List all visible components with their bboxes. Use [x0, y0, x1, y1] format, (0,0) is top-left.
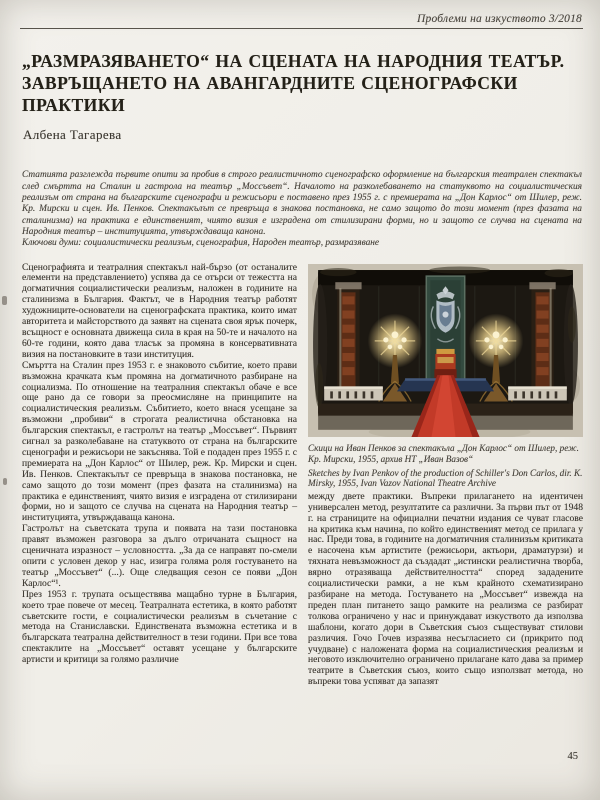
keywords-line: Ключови думи: социалистически реализъм, сценография, Народен театър, размразяване: [22, 238, 380, 249]
body-paragraph: Смъртта на Сталин през 1953 г. е знаковото събитие, което прави възможна крачката към промяна на догматичното разбиране на социализма. По отношение на театралния спектакъл обаче е все още рано да се говори за преосмисляне на принципите на социалистическия реализъм. Събитието, което внася усещане за възможни „пробиви“ в строгата реалистична обстановка на българския спектакъл, е гастролът на театър „Моссъвет“. Първият сигнал за разколебаване на статуквото от страна на българските сценографи и режисьори не закъснява. Той е подаден през 1955 г. с премиерата на „Дон Карлос“ от Шилер, реж. Кр. Мирски и сцен. Ив. Пенков. Спектакълът се превръща в знакова постановка, не само защото до този момент (през фазата на сталинизма) на практика е единственият, чиято визия е изградена от стилизирани форми, но и защото се случва на сцената на Народния театър – институцията, утвърждаваща канона.: [22, 359, 297, 524]
balustrade-right: [508, 386, 567, 400]
caption-bulgarian: Скици на Иван Пенков за спектакъла „Дон Карлос“ от Шилер, реж. Кр. Мирски, 1955, архив НТ „Иван Вазов“: [308, 443, 579, 465]
body-paragraph: Сценографията и театралния спектакъл най-бързо (от останалите елементи на представлението) успява да се отърси от тежестта на догматичния социалистически реализъм, наложен в годините на сталинизма в България. Фактът, че в Народния театър работят художниците-основатели на сценографската практика, които имат авторитета и майсторството да заявят на сцената своя ярък почерк, всъщност е основната движеща сила в края на 50-те и началото на 60-те години, която дава тласък за промяна в консервативната визия на постановките в тази институция.: [22, 261, 297, 360]
pillar-right: [529, 282, 555, 391]
page-number: 45: [567, 751, 578, 762]
throne: [434, 348, 456, 378]
left-column: [22, 263, 297, 667]
article-title: „РАЗМРАЗЯВАНЕТО“ НА СЦЕНАТА НА НАРОДНИЯ ТЕАТЪР. ЗАВРЪЩАНЕТО НА АВАНГАРДНИТЕ СЦЕНОГРАФСКИ ПРАКТИКИ: [22, 51, 565, 116]
pillar-left: [335, 282, 361, 391]
body-paragraph: между двете практики. Въпреки прилагането на идентичен универсален метод, резултатите са различни. За първи път от 1948 г. на страниците на официални печатни издания се чуват гласове на критика към начина, по който единственият метод се прилага у нас. Преди това, в годините на догматичния сталинизъм критиката е насочена към артистите (режисьори, актьори, драматурзи) и тяхната невъзможност да създадат „истински реалистична творба, вярно отразяваща действителността“ според зададените социалистически рамки, а не към крайното схематизирано разбиране на метода. Гостуването на „Моссъвет“ извежда на преден план питането защо рамките на реализма се разбират толкова ограничено у нас и принуждават изкуството да използва шаблони, когато дори в Съветския съюз съществуват стилови различия. Гочо Гочев изразява несъгласието си (прикрито под учудване) с наложената форма на социалистическия реализъм и неговото изключително ограничено прилагане като дава за пример театрите в Съветския съюз, които също използват метода, но въпреки това успяват да запазят: [308, 490, 583, 688]
two-column-body: [22, 263, 583, 689]
right-column: [308, 263, 583, 689]
journal-header: Проблеми на изкуството 3/2018: [417, 13, 582, 25]
scan-artifact: [3, 478, 7, 485]
figure-caption: [308, 443, 583, 488]
stage-sketch-image: [308, 264, 583, 438]
body-paragraph: През 1953 г. трупата осъществява мащабно турне в България, което трае повече от месец. Театралната естетика, в която работят съветските гости, е социалистически реализъм в съчетание с метода на Станиславски. Единствената възможна естетика и в българската театрална действителност в тези години. При все това спектаклите на „Моссъвет“ оставят усещане у българските артисти и критици за голямо различие: [22, 588, 297, 666]
scan-artifact: [2, 296, 7, 305]
author-name: Албена Тагарева: [23, 127, 122, 143]
header-rule: [20, 28, 583, 29]
body-paragraph: Гастролът на съветската трупа и появата на тази постановка правят възможен разговора за дълго отричаната същност на сценичната изразност – условността. „За да се направят по-смели опити с условен декор у нас, изигра голяма роля гостуването на театър „Моссъвет“ (...). Още следващия сезон се появи „Дон Карлос“¹.: [22, 523, 297, 589]
abstract-text: Статията разглежда първите опити за пробив в строго реалистичното сценографско оформление на българския театрален спектакъл след смъртта на Сталин и гастрола на театър „Моссъвет“. Началото на разколебаването на статуквото на социалистическия реализъм от страна на българските сценографи и режисьори е поставено през 1955 г. с премиерата на „Дон Карлос“ от Шилер, реж. Кр. Мирски и сцен. Ив. Пенков. Спектакълът се превръща в знакова постановка, не само защото до този момент (през фазата на сталинизма) на практика е единственият, чиято визия е изградена от стилизирани форми, но и защото се случва на сцената на Народния театър – институцията, утвърждаваща канона.: [22, 170, 582, 237]
caption-english: Sketches by Ivan Penkov of the production of Schiller's Don Carlos, dir. K. Mirsky, 1955, Ivan Vazov National Theatre Archive: [308, 467, 583, 489]
abstract-block: [22, 170, 582, 249]
balustrade-left: [324, 386, 383, 400]
figure: [308, 264, 583, 438]
